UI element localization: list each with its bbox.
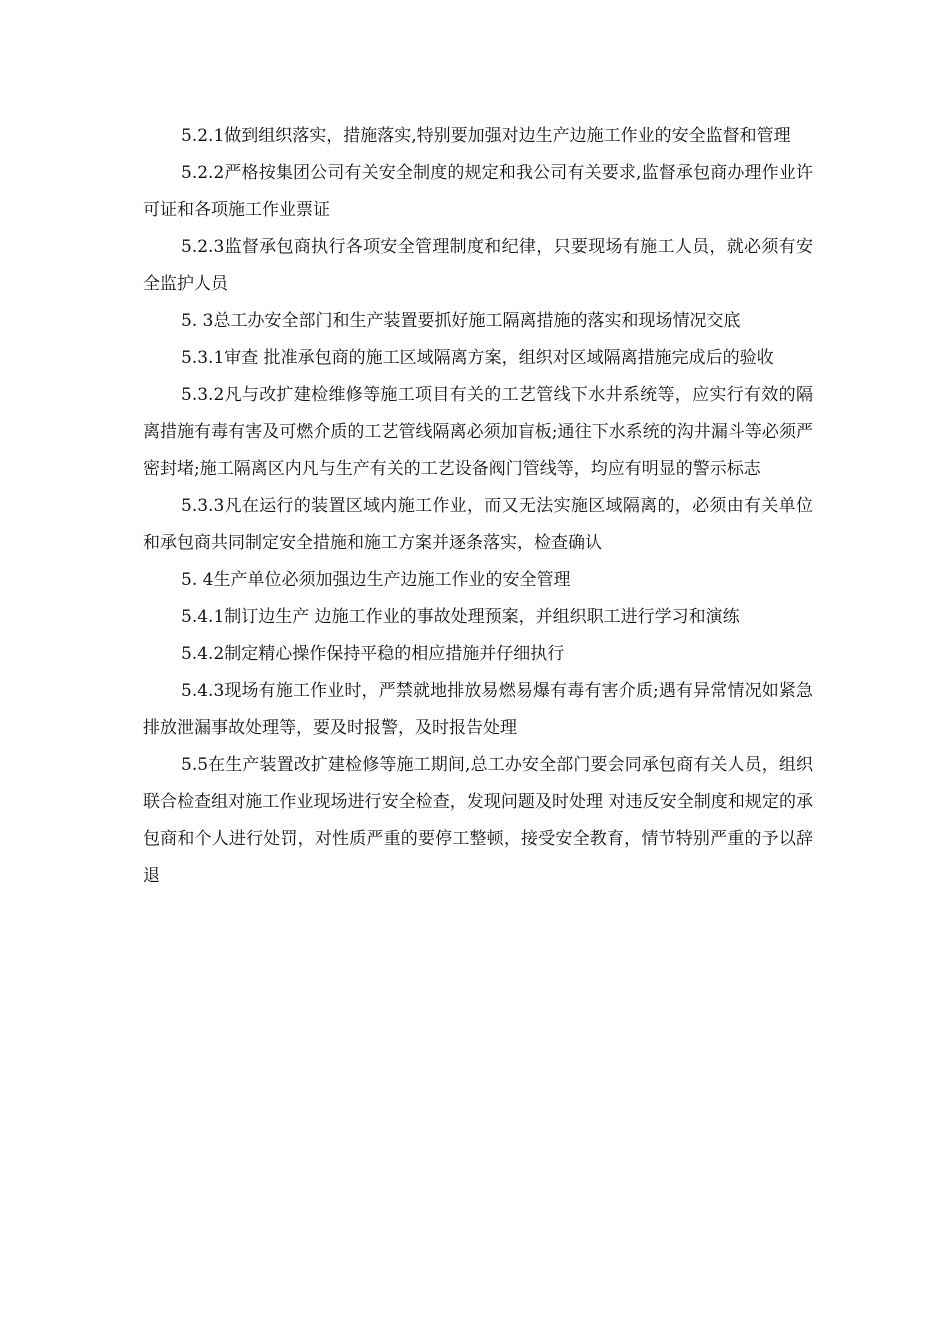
paragraph-5-5: 5.5在生产装置改扩建检修等施工期间,总工办安全部门要会同承包商有关人员，组织联合检查组对施工作业现场进行安全检查，发现问题及时处理 对违反安全制度和规定的承包商和个人进行处罚，对性质严重的要停工整顿，接受安全教育，情节特别严重的予以辞退 <box>143 755 813 886</box>
paragraph-5-2-3: 5.2.3监督承包商执行各项安全管理制度和纪律，只要现场有施工人员，就必须有安全监护人员 <box>143 237 813 294</box>
paragraph-5-4-2: 5.4.2制定精心操作保持平稳的相应措施并仔细执行 <box>181 644 565 664</box>
paragraph-5-4-3: 5.4.3现场有施工作业时，严禁就地排放易燃易爆有毒有害介质;遇有异常情况如紧急排放泄漏事故处理等，要及时报警，及时报告处理 <box>143 681 813 738</box>
document-body <box>143 118 813 895</box>
paragraph-5-3-2: 5.3.2凡与改扩建检维修等施工项目有关的工艺管线下水井系统等，应实行有效的隔离措施有毒有害及可燃介质的工艺管线隔离必须加盲板;通往下水系统的沟井漏斗等必须严密封堵;施工隔离区内凡与生产有关的工艺设备阀门管线等，均应有明显的警示标志 <box>143 385 813 479</box>
paragraph-5-3-1: 5.3.1审查 批准承包商的施工区域隔离方案，组织对区域隔离措施完成后的验收 <box>181 348 774 368</box>
paragraph-5-2-1: 5.2.1做到组织落实，措施落实,特别要加强对边生产边施工作业的安全监督和管理 <box>181 126 791 146</box>
paragraph-5-2-2: 5.2.2严格按集团公司有关安全制度的规定和我公司有关要求,监督承包商办理作业许可证和各项施工作业票证 <box>143 163 813 220</box>
paragraph-5-4: 5. 4生产单位必须加强边生产边施工作业的安全管理 <box>181 570 571 590</box>
paragraph-5-4-1: 5.4.1制订边生产 边施工作业的事故处理预案，并组织职工进行学习和演练 <box>181 607 740 627</box>
paragraph-5-3: 5. 3总工办安全部门和生产装置要抓好施工隔离措施的落实和现场情况交底 <box>181 311 741 331</box>
paragraph-5-3-3: 5.3.3凡在运行的装置区域内施工作业，而又无法实施区域隔离的，必须由有关单位和承包商共同制定安全措施和施工方案并逐条落实，检查确认 <box>143 496 813 553</box>
